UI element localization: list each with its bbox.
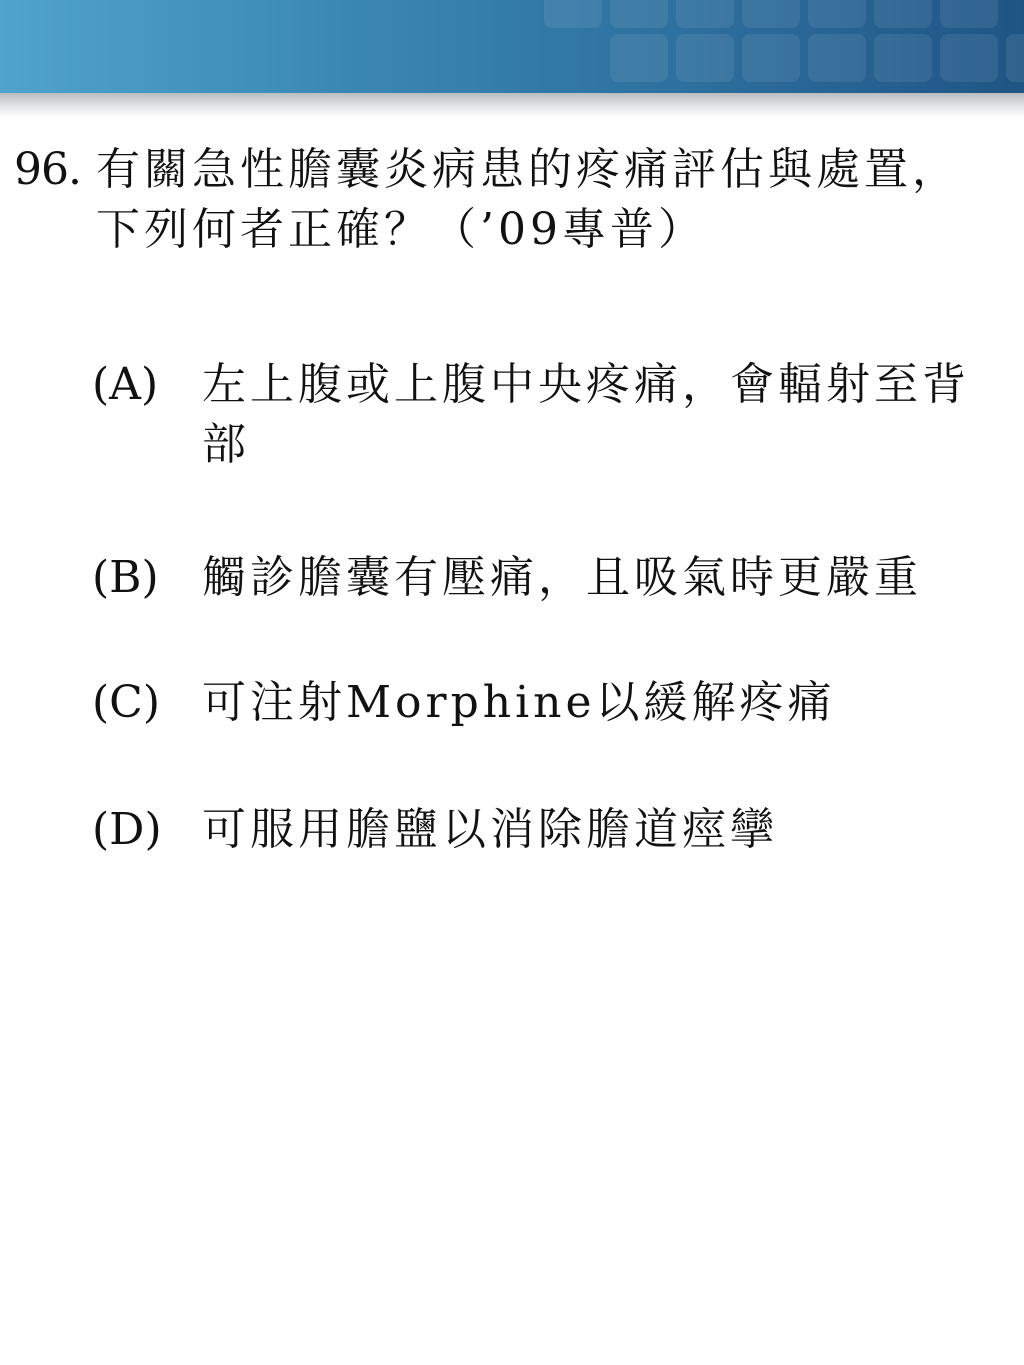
option-b-text: 觸診膽囊有壓痛，且吸氣時更嚴重 [202,552,922,603]
question-text [96,140,1024,260]
option-c-label: (C) [92,677,160,728]
option-a-label: (A) [92,359,159,410]
question-line-2: 下列何者正確？（’09專普） [96,204,706,255]
option-c [92,673,1012,743]
option-d [92,800,1012,870]
option-a-text: 左上腹或上腹中央疼痛，會輻射至背部 [202,359,970,470]
question-number: 96. [14,144,81,195]
option-d-text: 可服用膽鹽以消除膽道痙攣 [202,804,778,855]
question-line-1: 有關急性膽囊炎病患的疼痛評估與處置， [96,144,960,195]
option-b-label: (B) [92,552,159,603]
option-a [92,355,1012,485]
option-c-text: 可注射Morphine以緩解疼痛 [202,677,836,728]
option-d-label: (D) [92,804,162,855]
option-b [92,548,1012,618]
